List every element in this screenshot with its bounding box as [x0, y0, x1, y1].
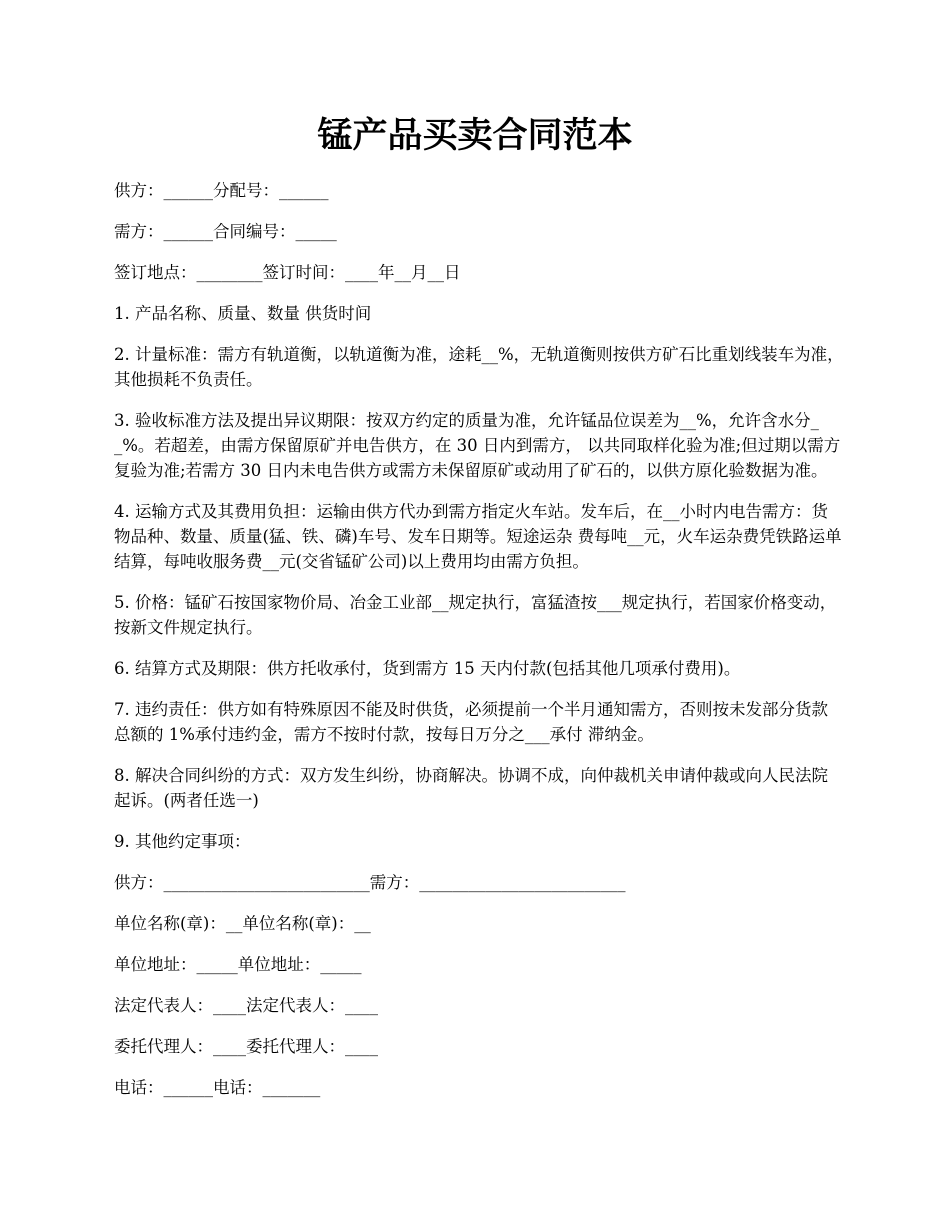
clause-4: 4. 运输方式及其费用负担：运输由供方代办到需方指定火车站。发车后，在__小时内电告需方：货物品种、数量、质量(猛、铁、磷)车号、发车日期等。短途运杂 费每吨__元，火车运杂费凭铁路运单结算，每吨收服务费__元(交省锰矿公司)以上费用均由需方负担。	[114, 502, 842, 571]
buyer-line: 需方：______合同编号：_____	[114, 222, 337, 241]
clause-5: 5. 价格：锰矿石按国家物价局、冶金工业部__规定执行，富猛渣按___规定执行，若国家价格变动，按新文件规定执行。	[114, 593, 837, 637]
clause-6: 6. 结算方式及期限：供方托收承付，货到需方 15 天内付款(包括其他几项承付费用)。	[114, 659, 741, 678]
signature-agent-line: 委托代理人：____委托代理人：____	[114, 1037, 378, 1056]
clause-9: 9. 其他约定事项：	[114, 832, 251, 851]
signature-parties-line: 供方：_________________________需方：_________________________	[114, 873, 626, 892]
document-body	[114, 178, 844, 1116]
signature-unit-address-line: 单位地址：_____单位地址：_____	[114, 955, 362, 974]
signing-place-time-line: 签订地点：________签订时间：____年__月__日	[114, 263, 461, 282]
clause-1: 1. 产品名称、质量、数量 供货时间	[114, 304, 372, 323]
document-title: 锰产品买卖合同范本	[317, 115, 633, 156]
clause-8: 8. 解决合同纠纷的方式：双方发生纠纷，协商解决。协调不成，向仲裁机关申请仲裁或向人民法院起诉。(两者任选一)	[114, 766, 828, 810]
clause-3: 3. 验收标准方法及提出异议期限：按双方约定的质量为准，允许锰品位误差为__%，允许含水分__%。若超差，由需方保留原矿并电告供方，在 30 日内到需方， 以共同取样化验为准;但过期以需方复验为准;若需方 30 日内未电告供方或需方未保留原矿或动用了矿石的，以供方原化验数据为准。	[114, 411, 841, 480]
signature-unit-name-line: 单位名称(章)：__单位名称(章)：__	[114, 914, 371, 933]
signature-legal-rep-line: 法定代表人：____法定代表人：____	[114, 996, 378, 1015]
clause-2: 2. 计量标准：需方有轨道衡，以轨道衡为准，途耗__%，无轨道衡则按供方矿石比重划线装车为准，其他损耗不负责任。	[114, 345, 844, 389]
clause-7: 7. 违约责任：供方如有特殊原因不能及时供货，必须提前一个半月通知需方，否则按未发部分货款总额的 1%承付违约金，需方不按时付款，按每日万分之___承付 滞纳金。	[114, 700, 828, 744]
signature-phone-line: 电话：______电话：_______	[114, 1078, 321, 1097]
supplier-line: 供方：______分配号：______	[114, 181, 329, 200]
